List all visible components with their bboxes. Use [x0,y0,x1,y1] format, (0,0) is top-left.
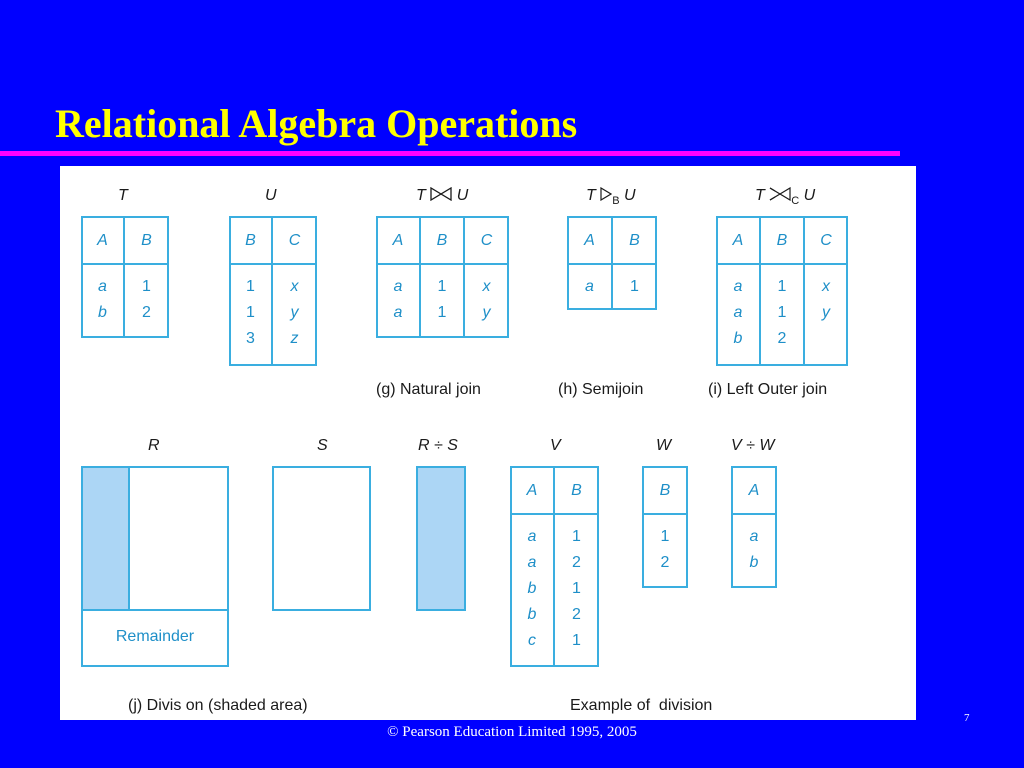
header-c: C [288,232,301,249]
diagram-s [272,466,371,611]
header-b: B [659,482,671,499]
label-s: S [317,437,328,454]
column-a-values: a [585,278,594,295]
relation-u [229,216,317,366]
header-a: A [392,232,404,249]
header-b: B [245,232,256,249]
column-c-values: x y z [290,278,299,347]
relation-v-div-w [731,466,777,588]
label-u: U [265,187,277,204]
slide-title: Relational Algebra Operations [55,101,578,146]
label-r-div-s: R ÷ S [418,437,458,454]
label-v-div-w: V ÷ W [731,437,775,454]
copyright-footer: © Pearson Education Limited 1995, 2005 [387,724,637,740]
column-b-values: 1 2 [660,528,670,571]
header-b: B [141,232,152,249]
remainder-label: Remainder [115,628,195,645]
relation-v [510,466,599,667]
header-a: A [584,232,595,249]
column-b-values: 1 2 1 2 1 [572,528,581,649]
label-t: T [118,187,128,204]
label-semijoin: T $_B$ U [586,187,636,208]
diagram-r-div-s [416,466,466,611]
page-number: 7 [964,712,970,724]
column-b-values: 1 1 3 [246,278,255,347]
label-r: R [148,437,160,454]
column-a-values: a a b b c [527,528,537,649]
relation-natural-join [376,216,509,338]
header-a: A [748,482,760,499]
column-b-values: 1 1 [437,278,447,321]
column-a-values: a a [393,278,403,321]
header-b: B [629,232,640,249]
semijoin-icon [600,187,612,201]
header-b: B [436,232,448,249]
header-c: C [820,232,832,249]
label-v: V [550,437,561,454]
title-divider [0,151,900,156]
relation-left-outer-join [716,216,848,366]
header-b: B [571,482,582,499]
column-b-values: 1 1 2 [777,278,787,347]
header-b: B [776,232,788,249]
column-c-values: x y [482,278,491,321]
caption-example-division: Example of division [570,697,713,714]
header-a: A [732,232,744,249]
caption-semijoin: (h) Semijoin [558,381,644,398]
label-natural-join: T U [416,187,469,204]
column-b-values: 1 2 [142,278,151,321]
diagram-r [81,466,229,667]
label-w: W [656,437,672,454]
natural-join-icon [430,187,452,201]
relation-w [642,466,688,588]
column-c-values: x y [822,278,830,321]
caption-left-outer-join: (i) Left Outer join [708,381,828,398]
left-outer-join-icon [769,187,791,201]
relation-t [81,216,169,338]
relation-semijoin [567,216,657,310]
column-a-values: a b [98,278,107,321]
header-a: A [97,232,108,249]
relational-algebra-figure [60,166,916,720]
caption-division: (j) Divis on (shaded area) [128,697,308,714]
column-a-values: a a b [733,278,743,347]
header-a: A [526,482,538,499]
label-left-outer-join: T $_C$ U [755,187,816,208]
column-b-values: 1 [630,278,639,295]
caption-natural-join: (g) Natural join [376,381,481,398]
column-a-values: a b [749,528,759,571]
header-c: C [480,232,493,249]
